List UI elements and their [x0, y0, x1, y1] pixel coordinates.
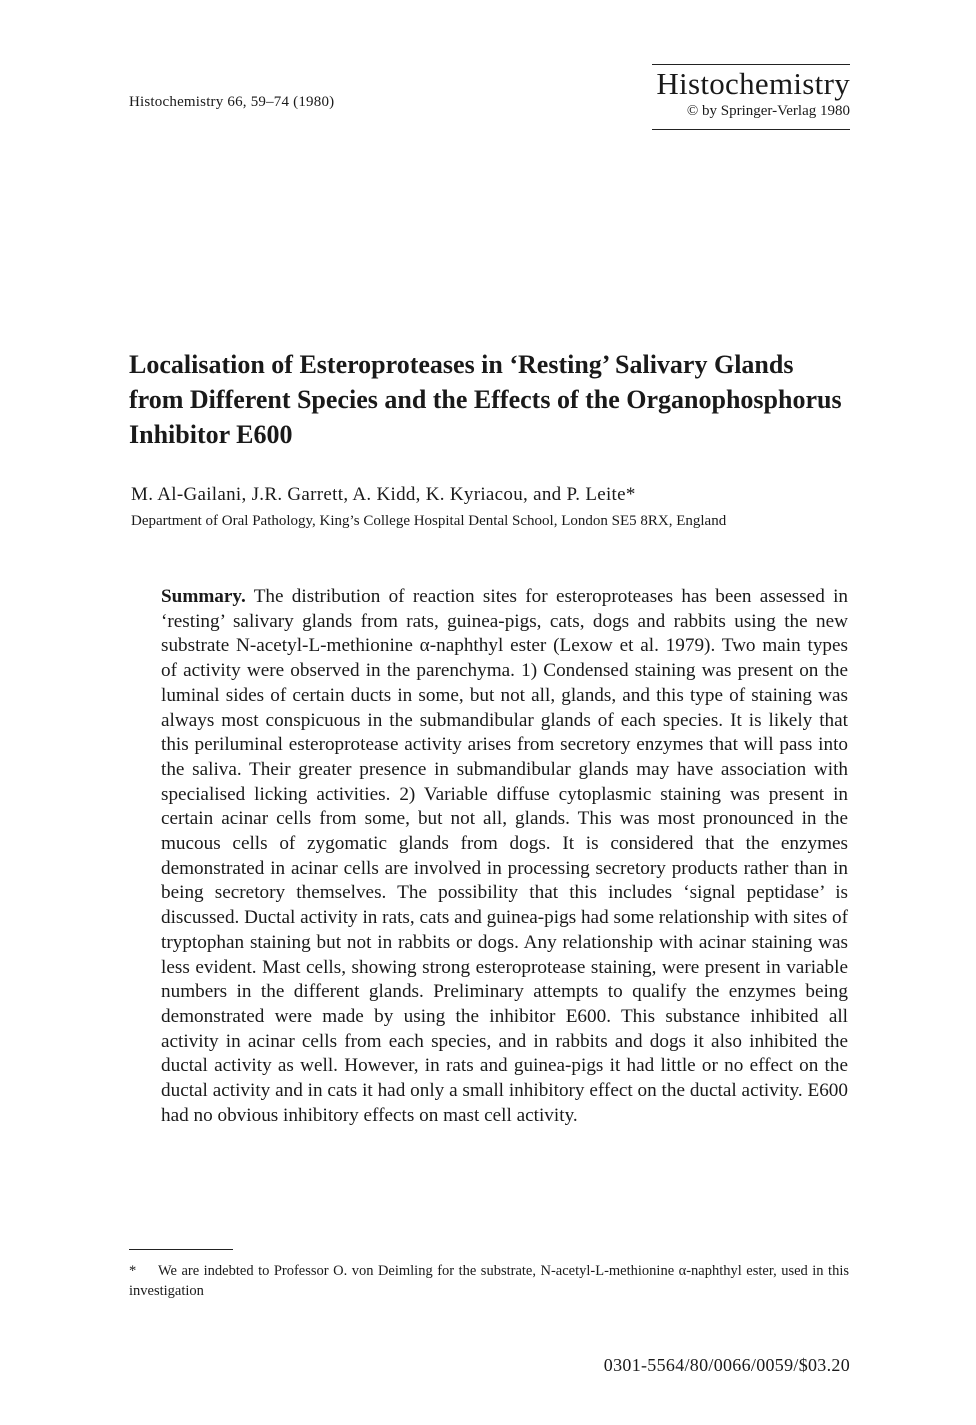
journal-masthead — [652, 64, 850, 130]
journal-citation: Histochemistry 66, 59–74 (1980) — [129, 94, 335, 110]
abstract-label: Summary. — [161, 586, 246, 607]
article-code: 0301-5564/80/0066/0059/$03.20 — [603, 1355, 850, 1375]
copyright-line: © by Springer-Verlag 1980 — [686, 103, 850, 119]
abstract — [161, 585, 848, 1128]
author-list: M. Al-Gailani, J.R. Garrett, A. Kidd, K. Kyriacou, and P. Leite* — [131, 484, 636, 505]
affiliation: Department of Oral Pathology, King’s College Hospital Dental School, London SE5 8RX, England — [131, 513, 727, 529]
footnote-marker: * — [129, 1263, 137, 1279]
footnote-divider — [129, 1249, 233, 1250]
abstract-text: The distribution of reaction sites for esteroproteases has been assessed in ‘resting’ salivary glands from rats, guinea-pigs, cats, dogs and rabbits using the new substrate N-acetyl-L-methionine α-naphthyl ester (Lexow et al. 1979). Two main types of activity were observed in the parenchyma. 1) Condensed staining was present on the luminal sides of certain ducts in some, but not all, glands, and this type of staining was always most conspicuous in the submandibular glands of each species. It is likely that this periluminal esteroprotease activity arises from secretory enzymes that will pass into the saliva. Their greater presence in submandibular glands may have association with specialised licking activities. 2) Variable diffuse cytoplasmic staining was present in certain acinar cells from some, but not all, glands. This was most pronounced in the mucous cells of zygomatic glands from dogs. It is considered that the enzymes demonstrated in acinar cells are involved in processing secretory products rather than in being secretory themselves. The possibility that this includes ‘signal peptidase’ is discussed. Ductal activity in rats, cats and guinea-pigs had some relationship with sites of tryptophan staining but not in rabbits or dogs. Any relationship with acinar staining was less evident. Mast cells, showing strong esteroprotease staining, were present in variable numbers in the different glands. Preliminary attempts to qualify the enzymes being demonstrated were made by using the inhibitor E600. This substance inhibited all activity in acinar cells from each species, and in rabbits and dogs it also inhibited the ductal activity as well. However, in rats and guinea-pigs it had little or no effect on the ductal activity and in cats it had only a small inhibitory effect on the ductal activity. E600 had no obvious inhibitory effects on mast cell activity. — [161, 586, 848, 1126]
footnote-text: We are indebted to Professor O. von Deimling for the substrate, N-acetyl-L-methionine α-naphthyl ester, used in this investigation — [129, 1263, 849, 1299]
footnote — [129, 1261, 849, 1301]
masthead-bottom-rule — [652, 129, 850, 130]
journal-name: Histochemistry — [656, 66, 850, 101]
article-title: Localisation of Esteroproteases in ‘Resting’ Salivary Glands from Different Species and the Effects of the Organophosphorus Inhibitor E600 — [129, 350, 842, 449]
masthead-top-rule — [652, 64, 850, 65]
